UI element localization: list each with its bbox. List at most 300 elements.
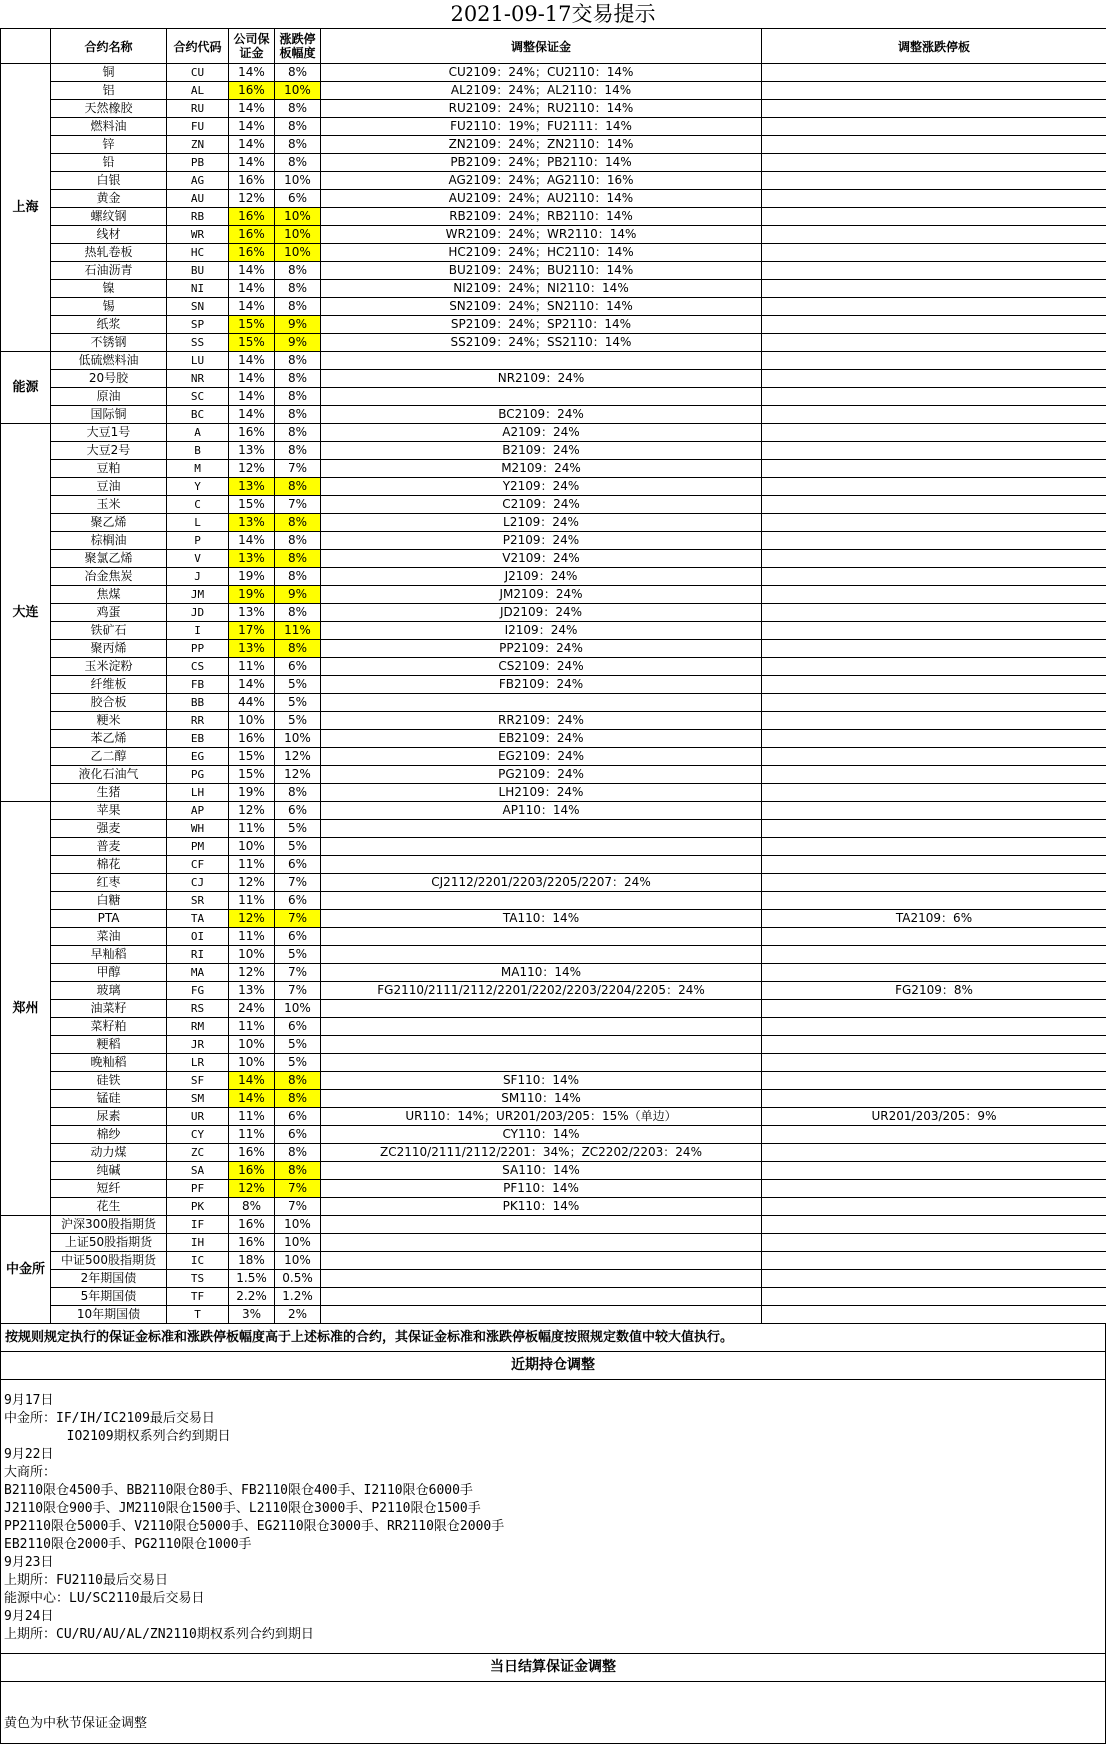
header-contract-code: 合约代码 (167, 29, 229, 64)
contract-code-cell: HC (167, 244, 229, 262)
limit-cell: 9% (275, 334, 321, 352)
contract-name-cell: 国际铜 (51, 406, 167, 424)
table-row (1, 802, 1106, 820)
contract-name-cell: 玉米 (51, 496, 167, 514)
contract-code-cell: IF (167, 1216, 229, 1234)
adjust-limit-cell (762, 136, 1106, 154)
table-row (1, 892, 1106, 910)
note-line: 大商所： (4, 1464, 1105, 1482)
contract-name-cell: 大豆2号 (51, 442, 167, 460)
adjust-limit-cell (762, 100, 1106, 118)
company-margin-cell: 16% (229, 208, 275, 226)
contract-code-cell: RB (167, 208, 229, 226)
adjust-limit-cell (762, 298, 1106, 316)
contract-code-cell: IC (167, 1252, 229, 1270)
company-margin-cell: 16% (229, 82, 275, 100)
adjust-margin-cell: PK110：14% (321, 1198, 762, 1216)
limit-cell: 6% (275, 856, 321, 874)
adjust-margin-cell: I2109：24% (321, 622, 762, 640)
limit-cell: 8% (275, 532, 321, 550)
table-row (1, 1306, 1106, 1324)
table-row (1, 730, 1106, 748)
adjust-margin-cell (321, 694, 762, 712)
table-row (1, 208, 1106, 226)
adjust-margin-cell: J2109：24% (321, 568, 762, 586)
adjust-margin-cell: HC2109：24%；HC2110：14% (321, 244, 762, 262)
table-row (1, 856, 1106, 874)
contract-name-cell: 2年期国债 (51, 1270, 167, 1288)
page-title: 2021-09-17交易提示 (0, 0, 1106, 28)
adjust-limit-cell (762, 478, 1106, 496)
company-margin-cell: 24% (229, 1000, 275, 1018)
adjust-limit-cell (762, 550, 1106, 568)
contract-name-cell: 甲醇 (51, 964, 167, 982)
contract-code-cell: SP (167, 316, 229, 334)
adjust-limit-cell (762, 532, 1106, 550)
adjust-margin-cell: BC2109：24% (321, 406, 762, 424)
table-row (1, 766, 1106, 784)
adjust-margin-cell (321, 388, 762, 406)
contract-code-cell: SN (167, 298, 229, 316)
company-margin-cell: 11% (229, 1126, 275, 1144)
limit-cell: 6% (275, 658, 321, 676)
table-row (1, 1000, 1106, 1018)
adjust-margin-cell (321, 1288, 762, 1306)
company-margin-cell: 13% (229, 604, 275, 622)
contract-code-cell: PG (167, 766, 229, 784)
table-row (1, 1162, 1106, 1180)
limit-cell: 8% (275, 262, 321, 280)
adjust-limit-cell (762, 586, 1106, 604)
contract-name-cell: 20号胶 (51, 370, 167, 388)
table-row (1, 136, 1106, 154)
contract-name-cell: 5年期国债 (51, 1288, 167, 1306)
table-row (1, 406, 1106, 424)
table-row (1, 982, 1106, 1000)
contract-code-cell: I (167, 622, 229, 640)
table-row (1, 1126, 1106, 1144)
contract-code-cell: SA (167, 1162, 229, 1180)
company-margin-cell: 14% (229, 100, 275, 118)
adjust-margin-cell: NI2109：24%；NI2110：14% (321, 280, 762, 298)
adjust-limit-cell (762, 1198, 1106, 1216)
adjust-margin-cell: P2109：24% (321, 532, 762, 550)
table-row (1, 1180, 1106, 1198)
region-cell: 上海 (1, 64, 51, 352)
adjust-margin-cell: CJ2112/2201/2203/2205/2207：24% (321, 874, 762, 892)
contract-name-cell: 纯碱 (51, 1162, 167, 1180)
company-margin-cell: 11% (229, 856, 275, 874)
limit-cell: 10% (275, 208, 321, 226)
adjust-limit-cell (762, 262, 1106, 280)
limit-cell: 8% (275, 1090, 321, 1108)
adjust-margin-cell: UR110：14%；UR201/203/205：15%（单边） (321, 1108, 762, 1126)
table-row (1, 1270, 1106, 1288)
adjust-limit-cell: TA2109：6% (762, 910, 1106, 928)
adjust-limit-cell (762, 244, 1106, 262)
table-row (1, 154, 1106, 172)
adjust-limit-cell (762, 334, 1106, 352)
table-row (1, 1198, 1106, 1216)
table-row (1, 1108, 1106, 1126)
adjust-margin-cell: EB2109：24% (321, 730, 762, 748)
adjust-margin-cell (321, 1234, 762, 1252)
company-margin-cell: 15% (229, 316, 275, 334)
contract-code-cell: SS (167, 334, 229, 352)
adjust-margin-cell (321, 820, 762, 838)
contract-name-cell: 铝 (51, 82, 167, 100)
contract-name-cell: 中证500股指期货 (51, 1252, 167, 1270)
contract-name-cell: 棕榈油 (51, 532, 167, 550)
limit-cell: 5% (275, 676, 321, 694)
limit-cell: 8% (275, 298, 321, 316)
adjust-limit-cell (762, 784, 1106, 802)
adjust-margin-cell (321, 946, 762, 964)
contract-code-cell: CY (167, 1126, 229, 1144)
contract-name-cell: 镍 (51, 280, 167, 298)
limit-cell: 5% (275, 820, 321, 838)
adjust-margin-cell: Y2109：24% (321, 478, 762, 496)
contract-name-cell: PTA (51, 910, 167, 928)
company-margin-cell: 10% (229, 1036, 275, 1054)
region-cell: 郑州 (1, 802, 51, 1216)
adjust-margin-cell (321, 1018, 762, 1036)
company-margin-cell: 19% (229, 784, 275, 802)
company-margin-cell: 14% (229, 118, 275, 136)
contract-code-cell: BB (167, 694, 229, 712)
contract-name-cell: 焦煤 (51, 586, 167, 604)
limit-cell: 8% (275, 1144, 321, 1162)
table-row (1, 1090, 1106, 1108)
limit-cell: 6% (275, 1108, 321, 1126)
table-row (1, 1036, 1106, 1054)
limit-cell: 7% (275, 496, 321, 514)
adjust-margin-cell: SA110：14% (321, 1162, 762, 1180)
table-row (1, 928, 1106, 946)
limit-cell: 8% (275, 1162, 321, 1180)
adjust-limit-cell (762, 604, 1106, 622)
table-row (1, 280, 1106, 298)
adjust-margin-cell: A2109：24% (321, 424, 762, 442)
contract-name-cell: 上证50股指期货 (51, 1234, 167, 1252)
limit-cell: 6% (275, 1018, 321, 1036)
company-margin-cell: 13% (229, 514, 275, 532)
company-margin-cell: 11% (229, 928, 275, 946)
adjust-limit-cell (762, 568, 1106, 586)
limit-cell: 5% (275, 838, 321, 856)
contract-code-cell: CU (167, 64, 229, 82)
adjust-margin-cell (321, 1216, 762, 1234)
adjust-margin-cell: PG2109：24% (321, 766, 762, 784)
company-margin-cell: 15% (229, 496, 275, 514)
adjust-limit-cell (762, 64, 1106, 82)
adjust-margin-cell: C2109：24% (321, 496, 762, 514)
contract-name-cell: 鸡蛋 (51, 604, 167, 622)
adjust-margin-cell: LH2109：24% (321, 784, 762, 802)
contract-name-cell: 液化石油气 (51, 766, 167, 784)
table-row (1, 1072, 1106, 1090)
limit-cell: 8% (275, 568, 321, 586)
contract-code-cell: C (167, 496, 229, 514)
limit-cell: 8% (275, 514, 321, 532)
contract-code-cell: RR (167, 712, 229, 730)
company-margin-cell: 14% (229, 64, 275, 82)
adjust-limit-cell (762, 226, 1106, 244)
contract-name-cell: 棉花 (51, 856, 167, 874)
contract-name-cell: 苯乙烯 (51, 730, 167, 748)
contract-name-cell: 黄金 (51, 190, 167, 208)
adjust-margin-cell (321, 856, 762, 874)
limit-cell: 12% (275, 766, 321, 784)
contract-code-cell: JR (167, 1036, 229, 1054)
adjust-limit-cell (762, 748, 1106, 766)
contract-code-cell: AU (167, 190, 229, 208)
adjust-limit-cell (762, 496, 1106, 514)
company-margin-cell: 13% (229, 982, 275, 1000)
adjust-limit-cell (762, 154, 1106, 172)
company-margin-cell: 16% (229, 1144, 275, 1162)
adjust-limit-cell (762, 172, 1106, 190)
region-cell: 大连 (1, 424, 51, 802)
company-margin-cell: 14% (229, 388, 275, 406)
table-row (1, 946, 1106, 964)
limit-cell: 10% (275, 226, 321, 244)
adjust-margin-cell: RB2109：24%；RB2110：14% (321, 208, 762, 226)
note-line: J2110限仓900手、JM2110限仓1500手、L2110限仓3000手、P2110限仓1500手 (4, 1500, 1105, 1518)
contract-code-cell: WH (167, 820, 229, 838)
header-contract-name: 合约名称 (51, 29, 167, 64)
adjust-margin-cell: PF110：14% (321, 1180, 762, 1198)
company-margin-cell: 17% (229, 622, 275, 640)
adjust-limit-cell (762, 640, 1106, 658)
contract-code-cell: LH (167, 784, 229, 802)
limit-cell: 12% (275, 748, 321, 766)
company-margin-cell: 14% (229, 154, 275, 172)
adjust-margin-cell: EG2109：24% (321, 748, 762, 766)
contract-name-cell: 白糖 (51, 892, 167, 910)
limit-cell: 8% (275, 478, 321, 496)
adjust-limit-cell (762, 802, 1106, 820)
adjust-limit-cell (762, 658, 1106, 676)
company-margin-cell: 44% (229, 694, 275, 712)
adjust-limit-cell (762, 856, 1106, 874)
adjust-margin-cell: AU2109：24%；AU2110：14% (321, 190, 762, 208)
table-row (1, 1252, 1106, 1270)
adjust-limit-cell (762, 1270, 1106, 1288)
table-row (1, 1054, 1106, 1072)
settlement-note: 黄色为中秋节保证金调整 (0, 1682, 1106, 1744)
company-margin-cell: 13% (229, 550, 275, 568)
adjust-limit-cell (762, 1126, 1106, 1144)
contract-name-cell: 花生 (51, 1198, 167, 1216)
table-row (1, 298, 1106, 316)
limit-cell: 0.5% (275, 1270, 321, 1288)
company-margin-cell: 19% (229, 568, 275, 586)
table-row (1, 1018, 1106, 1036)
contract-code-cell: CF (167, 856, 229, 874)
limit-cell: 11% (275, 622, 321, 640)
contract-code-cell: P (167, 532, 229, 550)
adjust-margin-cell (321, 1000, 762, 1018)
company-margin-cell: 12% (229, 1180, 275, 1198)
contract-code-cell: RI (167, 946, 229, 964)
contract-name-cell: 不锈钢 (51, 334, 167, 352)
contract-code-cell: SR (167, 892, 229, 910)
contract-name-cell: 铅 (51, 154, 167, 172)
company-margin-cell: 10% (229, 946, 275, 964)
adjust-margin-cell: PB2109：24%；PB2110：14% (321, 154, 762, 172)
table-row (1, 550, 1106, 568)
limit-cell: 8% (275, 64, 321, 82)
contract-code-cell: RU (167, 100, 229, 118)
table-row (1, 910, 1106, 928)
contract-name-cell: 大豆1号 (51, 424, 167, 442)
contract-code-cell: T (167, 1306, 229, 1324)
company-margin-cell: 14% (229, 136, 275, 154)
contract-name-cell: 乙二醇 (51, 748, 167, 766)
table-row (1, 388, 1106, 406)
contract-name-cell: 菜籽粕 (51, 1018, 167, 1036)
table-row (1, 1144, 1106, 1162)
adjust-margin-cell: JM2109：24% (321, 586, 762, 604)
company-margin-cell: 16% (229, 172, 275, 190)
contract-code-cell: AL (167, 82, 229, 100)
contract-name-cell: 玉米淀粉 (51, 658, 167, 676)
contract-code-cell: BC (167, 406, 229, 424)
rule-note: 按规则规定执行的保证金标准和涨跌停板幅度高于上述标准的合约，其保证金标准和涨跌停板幅度按照规定数值中较大值执行。 (0, 1324, 1106, 1352)
table-row (1, 352, 1106, 370)
adjust-limit-cell (762, 352, 1106, 370)
company-margin-cell: 12% (229, 190, 275, 208)
contract-name-cell: 锰硅 (51, 1090, 167, 1108)
adjust-limit-cell (762, 694, 1106, 712)
adjust-limit-cell (762, 622, 1106, 640)
table-row (1, 190, 1106, 208)
company-margin-cell: 3% (229, 1306, 275, 1324)
company-margin-cell: 13% (229, 640, 275, 658)
company-margin-cell: 14% (229, 298, 275, 316)
table-row (1, 676, 1106, 694)
adjust-margin-cell: FU2110：19%；FU2111：14% (321, 118, 762, 136)
adjust-limit-cell: UR201/203/205：9% (762, 1108, 1106, 1126)
adjust-margin-cell: V2109：24% (321, 550, 762, 568)
limit-cell: 10% (275, 1216, 321, 1234)
limit-cell: 6% (275, 190, 321, 208)
adjust-limit-cell (762, 82, 1106, 100)
limit-cell: 8% (275, 136, 321, 154)
table-header-row (1, 29, 1106, 64)
contract-code-cell: PM (167, 838, 229, 856)
table-row (1, 1234, 1106, 1252)
limit-cell: 8% (275, 640, 321, 658)
adjust-limit-cell (762, 1000, 1106, 1018)
adjust-limit-cell (762, 928, 1106, 946)
company-margin-cell: 13% (229, 442, 275, 460)
adjust-limit-cell (762, 820, 1106, 838)
company-margin-cell: 2.2% (229, 1288, 275, 1306)
adjust-limit-cell (762, 514, 1106, 532)
limit-cell: 10% (275, 730, 321, 748)
note-line: 9月23日 (4, 1554, 1105, 1572)
contract-name-cell: 聚丙烯 (51, 640, 167, 658)
contract-table (0, 28, 1106, 1324)
contract-code-cell: PP (167, 640, 229, 658)
table-row (1, 334, 1106, 352)
company-margin-cell: 12% (229, 460, 275, 478)
adjust-margin-cell (321, 352, 762, 370)
company-margin-cell: 14% (229, 352, 275, 370)
note-line: 上期所：CU/RU/AU/AL/ZN2110期权系列合约到期日 (4, 1626, 1105, 1644)
contract-name-cell: 豆粕 (51, 460, 167, 478)
contract-code-cell: SC (167, 388, 229, 406)
contract-name-cell: 棉纱 (51, 1126, 167, 1144)
adjust-margin-cell: SS2109：24%；SS2110：14% (321, 334, 762, 352)
company-margin-cell: 14% (229, 370, 275, 388)
adjust-margin-cell: ZN2109：24%；ZN2110：14% (321, 136, 762, 154)
limit-cell: 8% (275, 442, 321, 460)
limit-cell: 8% (275, 388, 321, 406)
contract-code-cell: LU (167, 352, 229, 370)
company-margin-cell: 18% (229, 1252, 275, 1270)
company-margin-cell: 10% (229, 1054, 275, 1072)
limit-cell: 10% (275, 1000, 321, 1018)
limit-cell: 6% (275, 1126, 321, 1144)
contract-name-cell: 纤维板 (51, 676, 167, 694)
adjust-margin-cell (321, 892, 762, 910)
contract-code-cell: B (167, 442, 229, 460)
company-margin-cell: 12% (229, 964, 275, 982)
adjust-margin-cell (321, 1054, 762, 1072)
company-margin-cell: 16% (229, 730, 275, 748)
company-margin-cell: 14% (229, 676, 275, 694)
limit-cell: 5% (275, 1054, 321, 1072)
contract-name-cell: 强麦 (51, 820, 167, 838)
header-company-margin: 公司保证金 (229, 29, 275, 64)
contract-code-cell: J (167, 568, 229, 586)
contract-name-cell: 白银 (51, 172, 167, 190)
limit-cell: 7% (275, 964, 321, 982)
limit-cell: 10% (275, 244, 321, 262)
company-margin-cell: 15% (229, 334, 275, 352)
contract-name-cell: 动力煤 (51, 1144, 167, 1162)
table-row (1, 424, 1106, 442)
note-line: 上期所：FU2110最后交易日 (4, 1572, 1105, 1590)
adjust-margin-cell: ZC2110/2111/2112/2201：34%；ZC2202/2203：24% (321, 1144, 762, 1162)
header-region (1, 29, 51, 64)
note-line: 中金所：IF/IH/IC2109最后交易日 (4, 1410, 1105, 1428)
note-line: B2110限仓4500手、BB2110限仓80手、FB2110限仓400手、I2110限仓6000手 (4, 1482, 1105, 1500)
contract-code-cell: JM (167, 586, 229, 604)
settlement-margin-heading: 当日结算保证金调整 (0, 1654, 1106, 1682)
adjust-limit-cell (762, 1306, 1106, 1324)
company-margin-cell: 14% (229, 1072, 275, 1090)
company-margin-cell: 14% (229, 280, 275, 298)
adjust-margin-cell: NR2109：24% (321, 370, 762, 388)
contract-name-cell: 尿素 (51, 1108, 167, 1126)
header-limit: 涨跌停板幅度 (275, 29, 321, 64)
adjust-limit-cell (762, 1090, 1106, 1108)
limit-cell: 8% (275, 784, 321, 802)
contract-name-cell: 短纤 (51, 1180, 167, 1198)
table-row (1, 838, 1106, 856)
table-row (1, 532, 1106, 550)
adjust-margin-cell: SF110：14% (321, 1072, 762, 1090)
limit-cell: 10% (275, 1252, 321, 1270)
contract-name-cell: 铁矿石 (51, 622, 167, 640)
header-adjust-margin: 调整保证金 (321, 29, 762, 64)
contract-name-cell: 天然橡胶 (51, 100, 167, 118)
table-row (1, 226, 1106, 244)
